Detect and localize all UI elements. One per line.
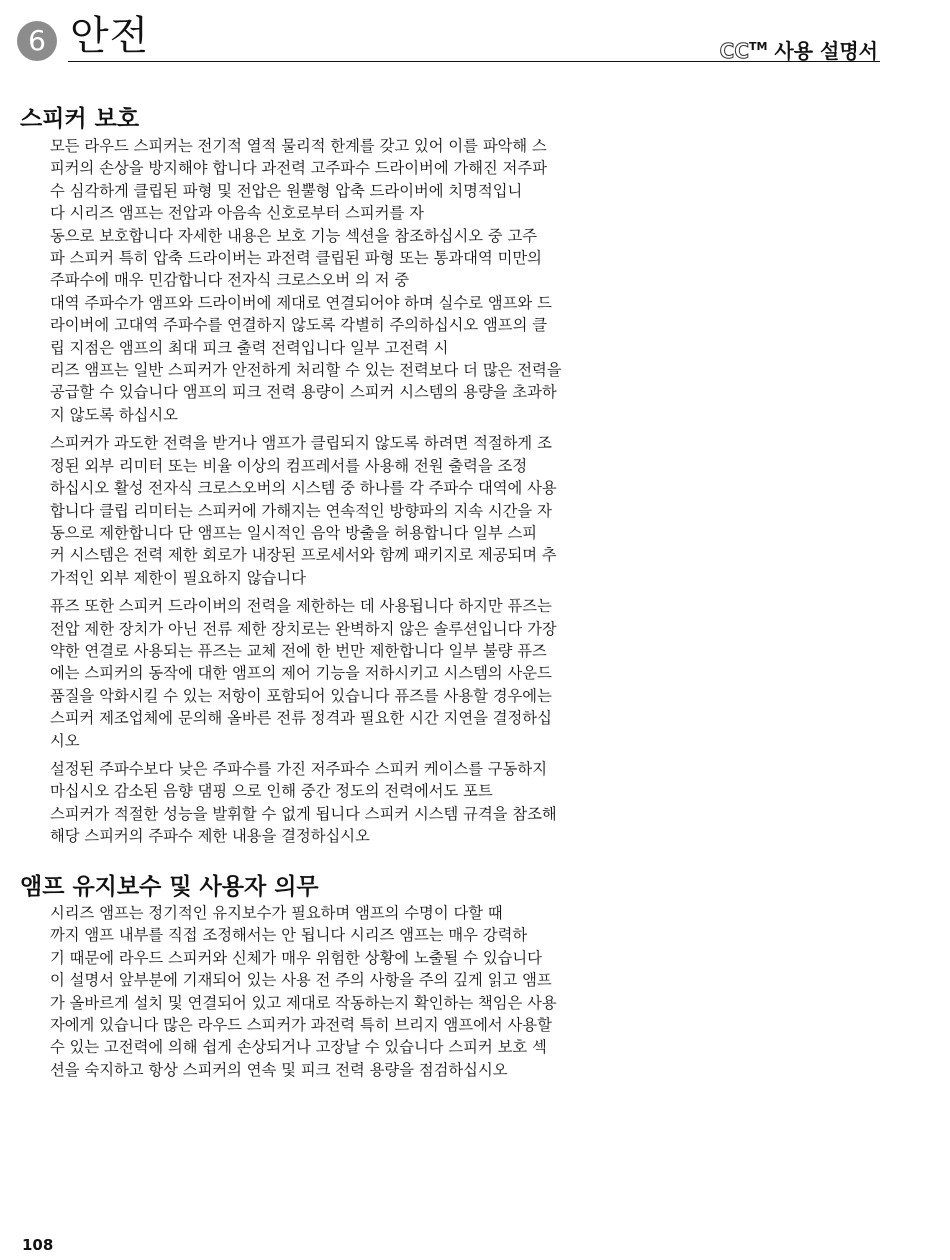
chapter-number-badge: 6 <box>17 21 57 61</box>
chapter-title: 안전 <box>70 13 150 59</box>
manual-title-text: 사용 설명서 <box>767 39 878 63</box>
section-body-amp-maintenance <box>50 902 670 1087</box>
section-heading-speaker-protection: 스피커 보호 <box>20 106 140 132</box>
section-body-speaker-protection <box>50 135 670 854</box>
manual-title <box>720 35 878 64</box>
trademark-mark: TM <box>749 40 768 53</box>
page-number: 108 <box>22 1236 54 1254</box>
manual-brand: CC <box>719 39 750 63</box>
paragraph: 설정된 주파수보다 낮은 주파수를 가진 저주파수 스피커 케이스를 구동하지 마십시오 감소된 음향 댐핑 으로 인해 중간 정도의 전력에서도 포트 스피커가 적절한 성능을 발휘할 수 없게 됩니다 스피커 시스템 규격을 참조해 해당 스피커의 주파수 제한 내용을 결정하십시오 <box>50 759 557 846</box>
paragraph: 퓨즈 또한 스피커 드라이버의 전력을 제한하는 데 사용됩니다 하지만 퓨즈는 전압 제한 장치가 아닌 전류 제한 장치로는 완벽하지 않은 솔루션입니다 가장 약한 연결로 사용되는 퓨즈는 교체 전에 한 번만 제한합니다 일부 불량 퓨즈 에는 스피커의 동작에 대한 앰프의 제어 기능을 저하시키고 시스템의 사운드 품질을 악화시킬 수 있는 저항이 포함되어 있습니다 퓨즈를 사용할 경우에는 스피커 제조업체에 문의해 올바른 전류 정격과 필요한 시간 지연을 결정하십 시오 <box>50 597 557 750</box>
paragraph: 스피커가 과도한 전력을 받거나 앰프가 클립되지 않도록 하려면 적절하게 조 정된 외부 리미터 또는 비율 이상의 컴프레서를 사용해 전원 출력을 조정 하십시오 활성 전자식 크로스오버의 시스템 중 하나를 각 주파수 대역에 사용 합니다 클립 리미터는 스피커에 가해지는 연속적인 방향파의 지속 시간을 자 동으로 제한합니다 단 앰프는 일시적인 음악 방출을 허용합니다 일부 스피 커 시스템은 전력 제한 회로가 내장된 프로세서와 함께 패키지로 제공되며 추 가적인 외부 제한이 필요하지 않습니다 <box>50 434 557 587</box>
paragraph: 모든 라우드 스피커는 전기적 열적 물리적 한계를 갖고 있어 이를 파악해 스 피커의 손상을 방지해야 합니다 과전력 고주파수 드라이버에 가해진 저주파 수 심각하게 클립된 파형 및 전압은 원뿔형 압축 드라이버에 치명적입니 다 시리즈 앰프는 전압과 아음속 신호로부터 스피커를 자 동으로 보호합니다 자세한 내용은 보호 기능 섹션을 참조하십시오 중 고주 파 스피커 특히 압축 드라이버는 과전력 클립된 파형 또는 통과대역 미만의 주파수에 매우 민감합니다 전자식 크로스오버 의 저 중 대역 주파수가 앰프와 드라이버에 제대로 연결되어야 하며 실수로 앰프와 드 라이버에 고대역 주파수를 연결하지 않도록 각별히 주의하십시오 앰프의 클 립 지점은 앰프의 최대 피크 출력 전력입니다 일부 고전력 시 리즈 앰프는 일반 스피커가 안전하게 처리할 수 있는 전력보다 더 많은 전력을 공급할 수 있습니다 앰프의 피크 전력 용량이 스피커 시스템의 용량을 초과하 지 않도록 하십시오 <box>50 137 562 424</box>
paragraph: 시리즈 앰프는 정기적인 유지보수가 필요하며 앰프의 수명이 다할 때 까지 앰프 내부를 직접 조정해서는 안 됩니다 시리즈 앰프는 매우 강력하 기 때문에 라우드 스피커와 신체가 매우 위험한 상황에 노출될 수 있습니다 이 설명서 앞부분에 기재되어 있는 사용 전 주의 사항을 주의 깊게 읽고 앰프 가 올바르게 설치 및 연결되어 있고 제대로 작동하는지 확인하는 책임은 사용 자에게 있습니다 많은 라우드 스피커가 과전력 특히 브리지 앰프에서 사용할 수 있는 고전력에 의해 쉽게 손상되거나 고장날 수 있습니다 스피커 보호 섹 션을 숙지하고 항상 스피커의 연속 및 피크 전력 용량을 점검하십시오 <box>50 904 557 1079</box>
section-heading-amp-maintenance: 앰프 유지보수 및 사용자 의무 <box>20 874 319 900</box>
